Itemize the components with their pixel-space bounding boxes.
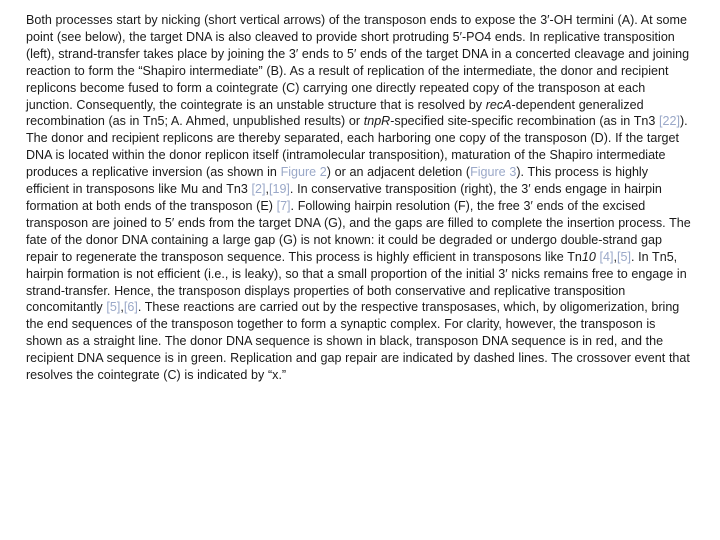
reference-link-19[interactable]: [19] <box>268 182 290 197</box>
reference-link-2[interactable]: [2] <box>251 182 266 197</box>
reference-link-5[interactable]: [5] <box>106 300 121 315</box>
transposon-number-10: 10 <box>581 249 596 264</box>
reference-separator: , <box>120 300 124 315</box>
caption-text: -specified site-specific recombination (as in Tn3 <box>390 114 660 129</box>
caption-text: . These reactions are carried out by the respective transposases, which, by oligomerization, bring the end sequences of the transposon together to form a synaptic complex. For clarity, however, the transposon is shown as a straight line. The donor DNA sequence is shown in black, transposon DNA sequence is in red, and the recipient DNA sequence is in green. Replication and gap repair are indicated by dashed lines. The crossover event that resolves the cointegrate (C) is indicated by “x.” <box>26 300 690 383</box>
caption-text: Both processes start by nicking (short vertical arrows) of the transposon ends to expose the 3′-OH termini (A). At some point (see below), the target DNA is also cleaved to provide short protruding 5′-PO4 ends. In replicative transposition (left), strand-transfer takes place by joining the 3′ ends to 5′ ends of the target DNA in a concerted cleavage and joining reaction to form the “Shapiro intermediate” (B). As a result of replication of the intermediate, the donor and recipient replicons become fused to form a cointegrate (C) carrying one directly repeated copy of the transposon at each junction. Consequently, the cointegrate is an unstable structure that is resolved by <box>26 13 690 112</box>
caption-text: ) or an adjacent deletion ( <box>326 165 471 180</box>
figure-2-link[interactable]: Figure 2 <box>280 165 327 180</box>
caption-text: -dependent generalized recombination (as in Tn5; A. Ahmed, unpublished results) or <box>26 97 644 129</box>
reference-link-22[interactable]: [22] <box>659 114 680 129</box>
figure-caption <box>26 12 694 384</box>
caption-text: ). This process is highly efficient in transposons like Mu and Tn3 <box>26 165 648 197</box>
reference-separator: , <box>613 249 617 264</box>
caption-text: . Following hairpin resolution (F), the free 3′ ends of the excised transposon are joined to 5′ ends from the target DNA (G), and the gaps are filled to complete the insertion process. The fate of the donor DNA containing a large gap (G) is not known: it could be degraded or undergo double-strand gap repair to regenerate the transposon sequence. This process is highly efficient in transposons like Tn <box>26 198 691 264</box>
reference-link-7[interactable]: [7] <box>276 198 291 213</box>
gene-name-reca: recA <box>485 97 512 112</box>
caption-text: . In conservative transposition (right), the 3′ ends engage in hairpin formation at both ends of the transposon (E) <box>26 182 662 213</box>
reference-link-6[interactable]: [6] <box>123 300 138 315</box>
reference-separator: , <box>265 182 269 197</box>
caption-text: ). The donor and recipient replicons are thereby separated, each harboring one copy of the transposon (D). If the target DNA is located within the donor replicon itself (intramolecular transposition), maturation of the Shapiro intermediate produces a replicative inversion (as shown in <box>26 114 688 180</box>
reference-link-5[interactable]: [5] <box>617 249 631 264</box>
caption-text: . In Tn5, hairpin formation is not efficient (i.e., is leaky), so that a small proportion of the initial 3′ nicks remains free to engage in strand-transfer. Hence, the transposon displays properties of both conservative and replicative transposition concomitantly <box>26 249 687 315</box>
gene-name-tnpr: tnpR <box>363 114 391 129</box>
reference-link-4[interactable]: [4] <box>599 249 614 264</box>
figure-3-link[interactable]: Figure 3 <box>470 165 517 180</box>
